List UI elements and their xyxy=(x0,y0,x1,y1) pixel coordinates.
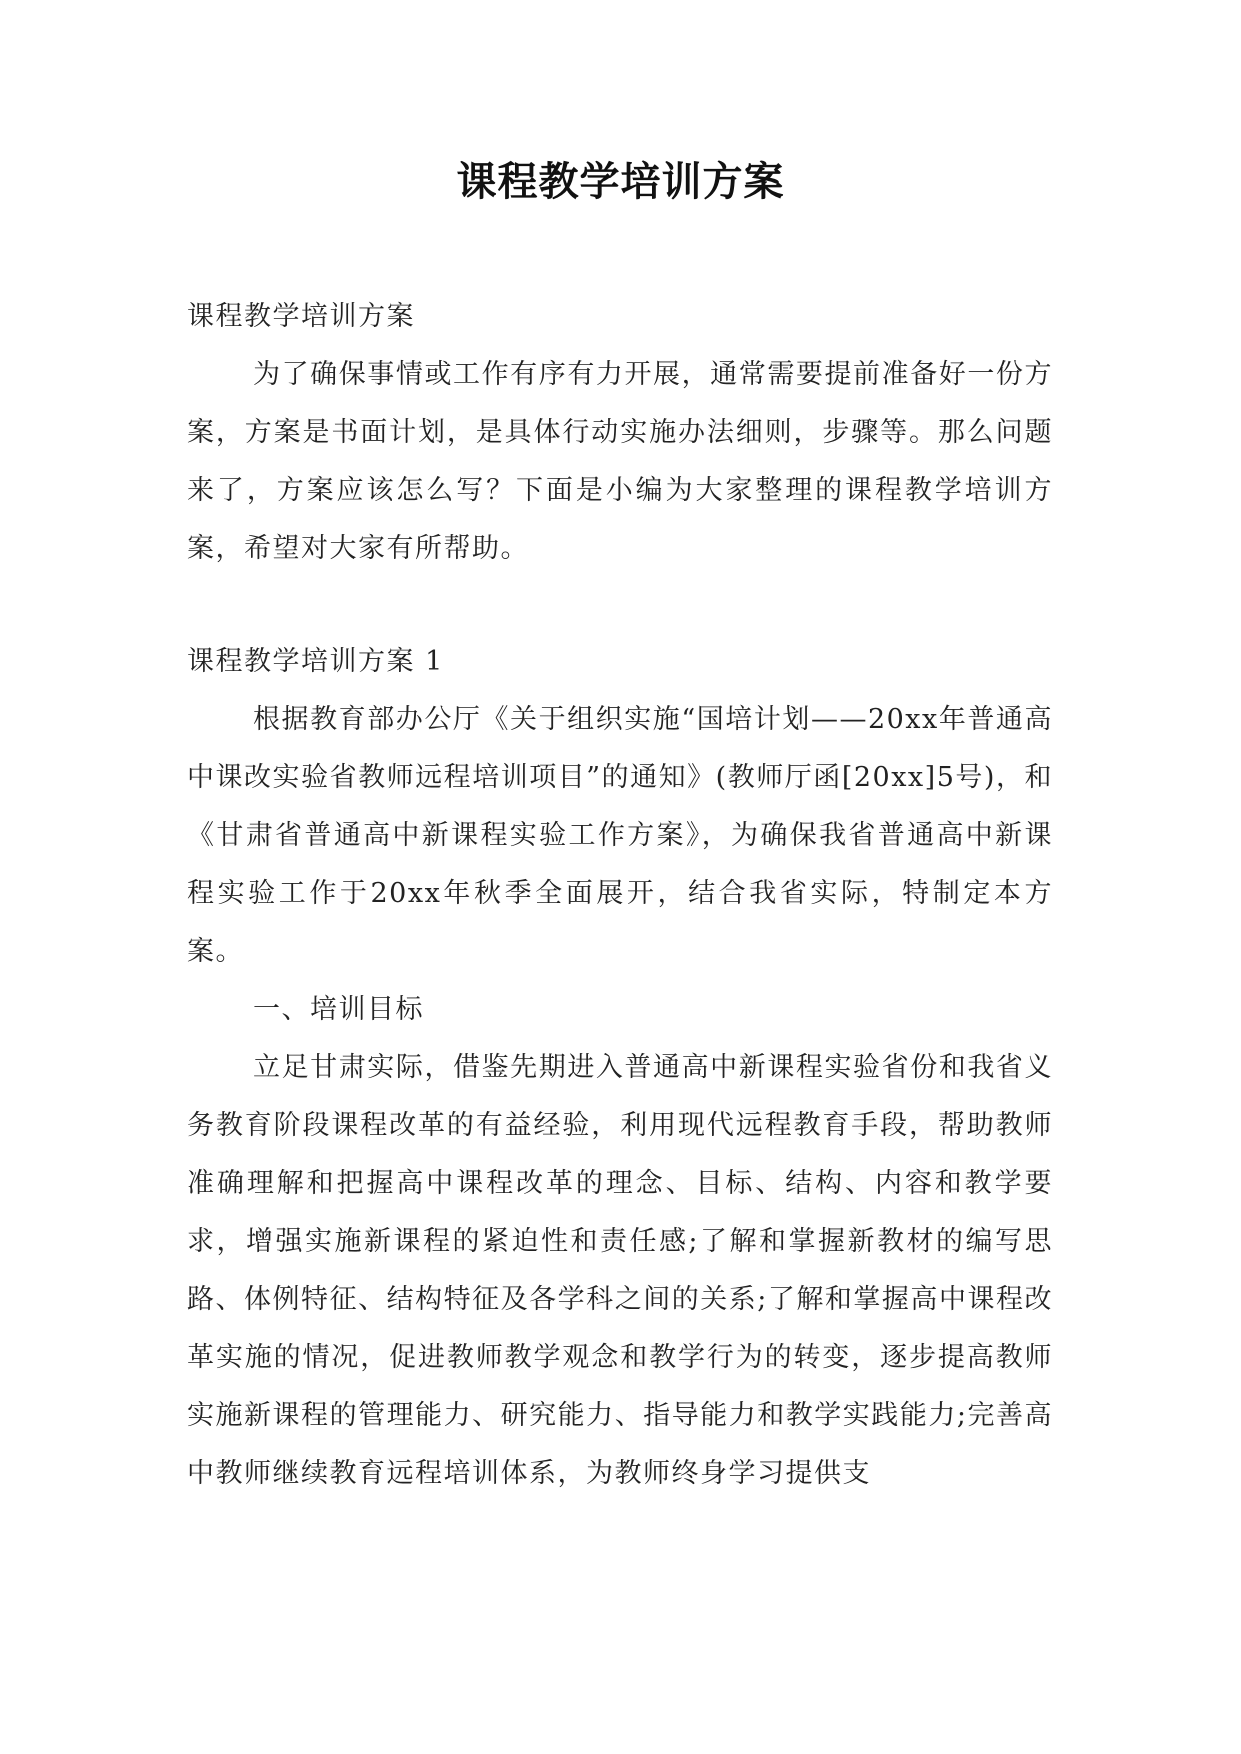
section-1-paragraph-2: 立足甘肃实际，借鉴先期进入普通高中新课程实验省份和我省义务教育阶段课程改革的有益经验，利用现代远程教育手段，帮助教师准确理解和把握高中课程改革的理念、目标、结构、内容和教学要求，增强实施新课程的紧迫性和责任感;了解和掌握新教材的编写思路、体例特征、结构特征及各学科之间的关系;了解和掌握高中课程改革实施的情况，促进教师教学观念和教学行为的转变，逐步提高教师实施新课程的管理能力、研究能力、指导能力和教学实践能力;完善高中教师继续教育远程培训体系，为教师终身学习提供支 xyxy=(187,1052,1053,1489)
section-1-subheading-goals: 一、培训目标 xyxy=(253,994,424,1025)
section-1-heading: 课程教学培训方案 1 xyxy=(187,646,444,677)
section-1-block xyxy=(187,633,1053,1503)
document-subtitle: 课程教学培训方案 xyxy=(187,301,415,332)
section-1-paragraph-1: 根据教育部办公厅《关于组织实施“国培计划——20xx年普通高中课改实验省教师远程培训项目”的通知》(教师厅函[20xx]5号)，和《甘肃省普通高中新课程实验工作方案》，为确保我省普通高中新课程实验工作于20xx年秋季全面展开，结合我省实际，特制定本方案。 xyxy=(187,704,1053,967)
document-title: 课程教学培训方案 xyxy=(456,159,785,205)
intro-block xyxy=(187,288,1053,578)
intro-paragraph: 为了确保事情或工作有序有力开展，通常需要提前准备好一份方案，方案是书面计划，是具体行动实施办法细则，步骤等。那么问题来了，方案应该怎么写？下面是小编为大家整理的课程教学培训方案，希望对大家有所帮助。 xyxy=(187,359,1053,564)
